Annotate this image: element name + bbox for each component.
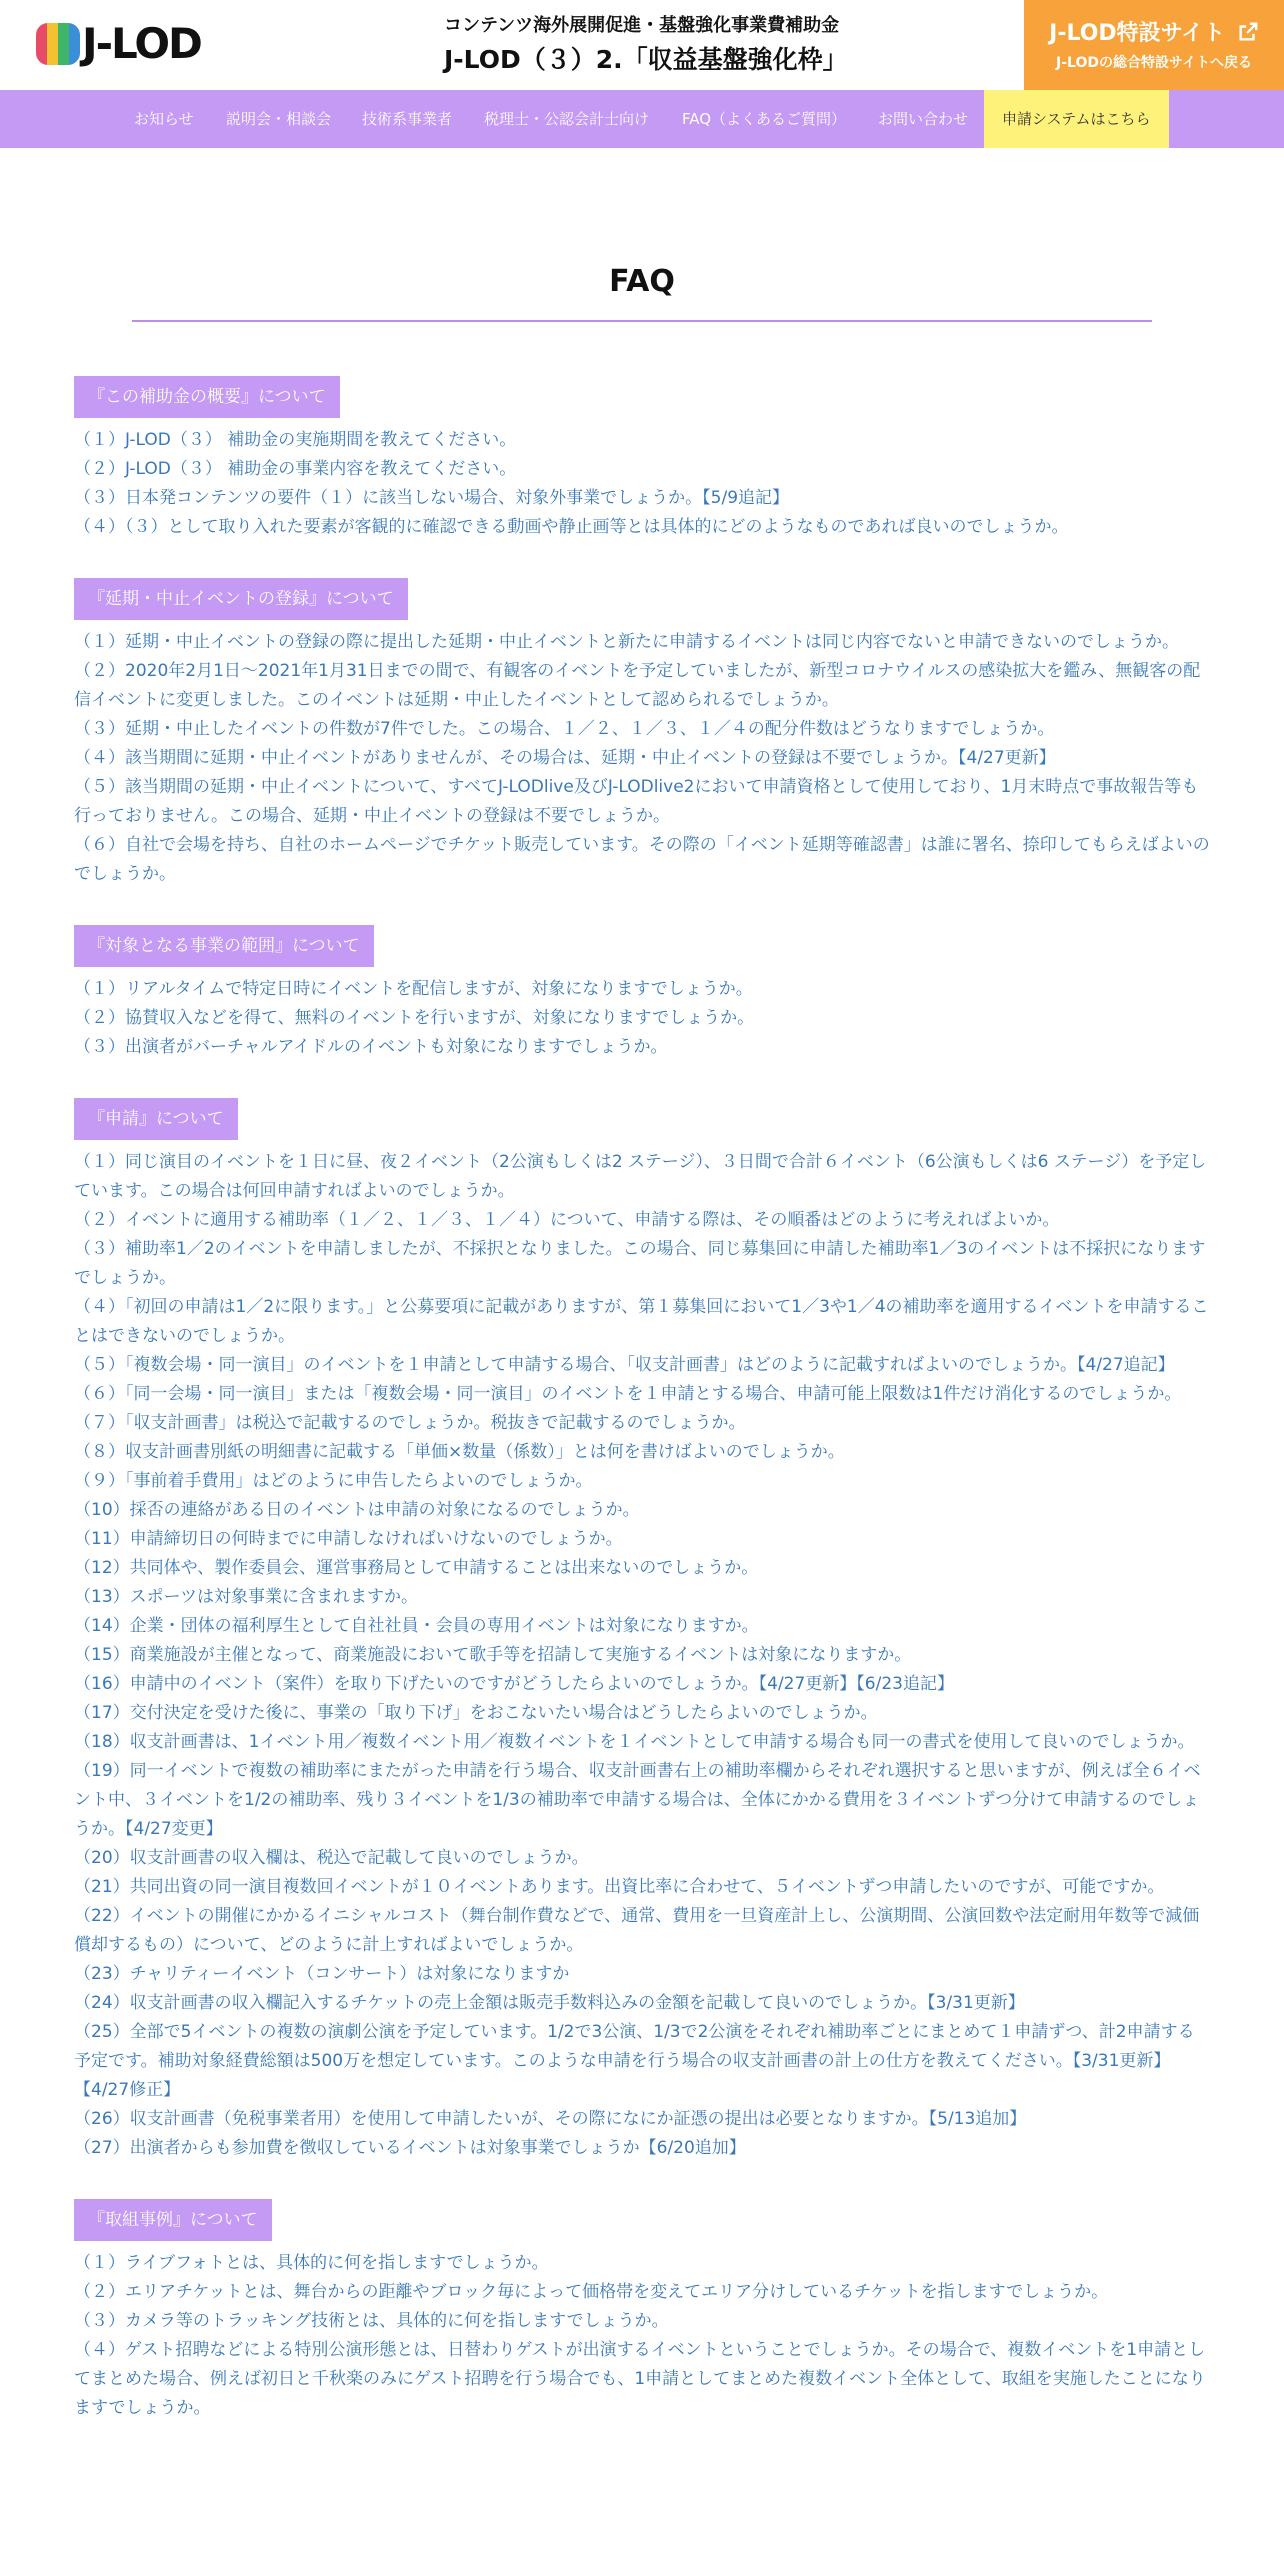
nav-apply-button[interactable]: 申請システムはこちら — [984, 90, 1169, 148]
faq-section-application — [74, 1098, 1210, 2163]
faq-content — [74, 376, 1210, 2459]
faq-link[interactable]: （１）リアルタイムで特定日時にイベントを配信しますが、対象になりますでしょうか。 — [74, 979, 753, 999]
faq-link[interactable]: （２）協賛収入などを得て、無料のイベントを行いますが、対象になりますでしょうか。 — [74, 1008, 755, 1028]
faq-link[interactable]: （25）全部で5イベントの複数の演劇公演を予定しています。1/2で3公演、1/3で2公演をそれぞれ補助率ごとにまとめて１申請ずつ、計2申請する予定です。補助対象経費総額は500万を想定しています。このような申請を行う場合の収支計画書の計上の仕方を教えてください。【3/31更新】【4/27修正】 — [74, 2022, 1195, 2100]
nav-item-briefing[interactable]: 説明会・相談会 — [226, 110, 332, 128]
nav-item-faq[interactable]: FAQ（よくあるご質問） — [682, 110, 847, 128]
logo-mark-icon — [36, 23, 80, 65]
header-subtitle: コンテンツ海外展開促進・基盤強化事業費補助金 — [444, 15, 840, 36]
external-link-icon — [1237, 21, 1259, 43]
faq-link[interactable]: （２）J-LOD（３） 補助金の事業内容を教えてください。 — [74, 459, 517, 479]
site-logo[interactable] — [36, 20, 201, 68]
faq-link[interactable]: （11）申請締切日の何時までに申請しなければいけないのでしょうか。 — [74, 1529, 623, 1549]
faq-link[interactable]: （17）交付決定を受けた後に、事業の「取り下げ」をおこないたい場合はどうしたらよいのでしょうか。 — [74, 1703, 878, 1723]
faq-link[interactable]: （10）採否の連絡がある日のイベントは申請の対象になるのでしょうか。 — [74, 1500, 640, 1520]
special-site-subtitle: J-LODの総合特設サイトへ戻る — [1056, 55, 1252, 71]
faq-link[interactable]: （５）該当期間の延期・中止イベントについて、すべてJ-LODlive及びJ-LODlive2において申請資格として使用しており、1月末時点で事故報告等も行っておりません。この場合、延期・中止イベントの登録は不要でしょうか。 — [74, 777, 1199, 826]
faq-link[interactable]: （２）エリアチケットとは、舞台からの距離やブロック毎によって価格帯を変えてエリア分けしているチケットを指しますでしょうか。 — [74, 2282, 1109, 2302]
title-divider — [132, 320, 1152, 322]
nav-item-accountants[interactable]: 税理士・公認会計士向け — [484, 110, 650, 128]
section-heading: 『対象となる事業の範囲』について — [74, 925, 374, 967]
section-heading: 『申請』について — [74, 1098, 238, 1140]
logo-text: J-LOD — [82, 19, 201, 68]
faq-link[interactable]: （５）「複数会場・同一演目」のイベントを１申請として申請する場合、「収支計画書」はどのように記載すればよいのでしょうか。【4/27追記】 — [74, 1355, 1175, 1375]
faq-link[interactable]: （22）イベントの開催にかかるイニシャルコスト（舞台制作費などで、通常、費用を一旦資産計上し、公演期間、公演回数や法定耐用年数等で減価償却するもの）について、どのように計上すればよいでしょうか。 — [74, 1906, 1200, 1955]
faq-section-postponed-events — [74, 578, 1210, 889]
special-site-title: J-LOD特設サイト — [1049, 21, 1226, 46]
faq-link[interactable]: （２）イベントに適用する補助率（１／２、１／３、１／４）について、申請する際は、その順番はどのように考えればよいか。 — [74, 1210, 1060, 1230]
header-title: J-LOD（３）2.「収益基盤強化枠」 — [444, 45, 848, 74]
faq-link[interactable]: （24）収支計画書の収入欄記入するチケットの売上金額は販売手数料込みの金額を記載して良いのでしょうか。【3/31更新】 — [74, 1993, 1025, 2013]
special-site-title-row — [1024, 20, 1284, 48]
faq-link[interactable]: （１）同じ演目のイベントを１日に昼、夜２イベント（2公演もしくは2 ステージ）、３日間で合計６イベント（6公演もしくは6 ステージ）を予定しています。この場合は何回申請すればよいのでしょうか。 — [74, 1152, 1207, 1201]
faq-link[interactable]: （１）延期・中止イベントの登録の際に提出した延期・中止イベントと新たに申請するイベントは同じ内容でないと申請できないのでしょうか。 — [74, 632, 1179, 652]
faq-link[interactable]: （９）「事前着手費用」はどのように申告したらよいのでしょうか。 — [74, 1471, 593, 1491]
faq-link[interactable]: （３）延期・中止したイベントの件数が7件でした。この場合、１／２、１／３、１／４の配分件数はどうなりますでしょうか。 — [74, 719, 1055, 739]
faq-link[interactable]: （８）収支計画書別紙の明細書に記載する「単価×数量（係数）」とは何を書けばよいのでしょうか。 — [74, 1442, 845, 1462]
faq-link[interactable]: （26）収支計画書（免税事業者用）を使用して申請したいが、その際になにか証憑の提出は必要となりますか。【5/13追加】 — [74, 2109, 1027, 2129]
faq-link[interactable]: （３）補助率1／2のイベントを申請しましたが、不採択となりました。この場合、同じ募集回に申請した補助率1／3のイベントは不採択になりますでしょうか。 — [74, 1239, 1206, 1288]
faq-link[interactable]: （18）収支計画書は、1イベント用／複数イベント用／複数イベントを１イベントとして申請する場合も同一の書式を使用して良いのでしょうか。 — [74, 1732, 1195, 1752]
faq-link[interactable]: （３）出演者がバーチャルアイドルのイベントも対象になりますでしょうか。 — [74, 1037, 668, 1057]
main-nav — [0, 90, 1284, 148]
faq-link[interactable]: （４）（３）として取り入れた要素が客観的に確認できる動画や静止画等とは具体的にどのようなものであれば良いのでしょうか。 — [74, 517, 1069, 537]
faq-link[interactable]: （16）申請中のイベント（案件）を取り下げたいのですがどうしたらよいのでしょうか。【4/27更新】【6/23追記】 — [74, 1674, 954, 1694]
section-heading: 『この補助金の概要』について — [74, 376, 340, 418]
faq-link[interactable]: （21）共同出資の同一演目複数回イベントが１０イベントあります。出資比率に合わせて、５イベントずつ申請したいのですが、可能ですか。 — [74, 1877, 1165, 1897]
faq-link[interactable]: （４）「初回の申請は1／2に限ります。」と公募要項に記載がありますが、第１募集回において1／3や1／4の補助率を適用するイベントを申請することはできないのでしょうか。 — [74, 1297, 1209, 1346]
faq-link[interactable]: （14）企業・団体の福利厚生として自社社員・会員の専用イベントは対象になりますか。 — [74, 1616, 759, 1636]
faq-link[interactable]: （３）日本発コンテンツの要件（１）に該当しない場合、対象外事業でしょうか。【5/9追記】 — [74, 488, 790, 508]
faq-link[interactable]: （２）2020年2月1日〜2021年1月31日までの間で、有観客のイベントを予定していましたが、新型コロナウイルスの感染拡大を鑑み、無観客の配信イベントに変更しました。このイベントは延期・中止したイベントとして認められるでしょうか。 — [74, 661, 1201, 710]
nav-item-contact[interactable]: お問い合わせ — [878, 110, 969, 128]
faq-link[interactable]: （19）同一イベントで複数の補助率にまたがった申請を行う場合、収支計画書右上の補助率欄からそれぞれ選択すると思いますが、例えば全６イベント中、３イベントを1/2の補助率、残り３イベントを1/3の補助率で申請する場合は、全体にかかる費用を３イベントずつ分けて申請するのでしょうか。【4/27変更】 — [74, 1761, 1201, 1839]
faq-section-examples — [74, 2199, 1210, 2423]
faq-link[interactable]: （６）「同一会場・同一演目」または「複数会場・同一演目」のイベントを１申請とする場合、申請可能上限数は1件だけ消化するのでしょうか。 — [74, 1384, 1182, 1404]
faq-section-overview — [74, 376, 1210, 542]
nav-item-tech-vendors[interactable]: 技術系事業者 — [362, 110, 453, 128]
faq-link[interactable]: （７）「収支計画書」は税込で記載するのでしょうか。税抜きで記載するのでしょうか。 — [74, 1413, 746, 1433]
special-site-button[interactable] — [1024, 0, 1284, 90]
faq-link[interactable]: （15）商業施設が主催となって、商業施設において歌手等を招請して実施するイベントは対象になりますか。 — [74, 1645, 912, 1665]
faq-link[interactable]: （４）ゲスト招聘などによる特別公演形態とは、日替わりゲストが出演するイベントということでしょうか。その場合で、複数イベントを1申請としてまとめた場合、例えば初日と千秋楽のみにゲスト招聘を行う場合でも、1申請としてまとめた複数イベント全体として、取組を実施したことになりますでしょうか。 — [74, 2340, 1206, 2418]
site-header — [0, 0, 1284, 90]
faq-link[interactable]: （１）J-LOD（３） 補助金の実施期間を教えてください。 — [74, 430, 517, 450]
faq-link[interactable]: （３）カメラ等のトラッキング技術とは、具体的に何を指しますでしょうか。 — [74, 2311, 669, 2331]
faq-link[interactable]: （１）ライブフォトとは、具体的に何を指しますでしょうか。 — [74, 2253, 549, 2273]
nav-item-news[interactable]: お知らせ — [134, 110, 194, 128]
faq-link[interactable]: （27）出演者からも参加費を徴収しているイベントは対象事業でしょうか【6/20追加】 — [74, 2138, 746, 2158]
faq-link[interactable]: （13）スポーツは対象事業に含まれますか。 — [74, 1587, 418, 1607]
faq-section-scope — [74, 925, 1210, 1062]
faq-link[interactable]: （20）収支計画書の収入欄は、税込で記載して良いのでしょうか。 — [74, 1848, 589, 1868]
page-title: FAQ — [609, 264, 675, 299]
faq-link[interactable]: （23）チャリティーイベント（コンサート）は対象になりますか — [74, 1964, 570, 1984]
section-heading: 『延期・中止イベントの登録』について — [74, 578, 408, 620]
faq-link[interactable]: （４）該当期間に延期・中止イベントがありませんが、その場合は、延期・中止イベントの登録は不要でしょうか。【4/27更新】 — [74, 748, 1056, 768]
header-title-block — [444, 14, 848, 78]
section-heading: 『取組事例』について — [74, 2199, 272, 2241]
faq-link[interactable]: （６）自社で会場を持ち、自社のホームページでチケット販売しています。その際の「イベント延期等確認書」は誰に署名、捺印してもらえばよいのでしょうか。 — [74, 835, 1210, 884]
faq-link[interactable]: （12）共同体や、製作委員会、運営事務局として申請することは出来ないのでしょうか。 — [74, 1558, 759, 1578]
